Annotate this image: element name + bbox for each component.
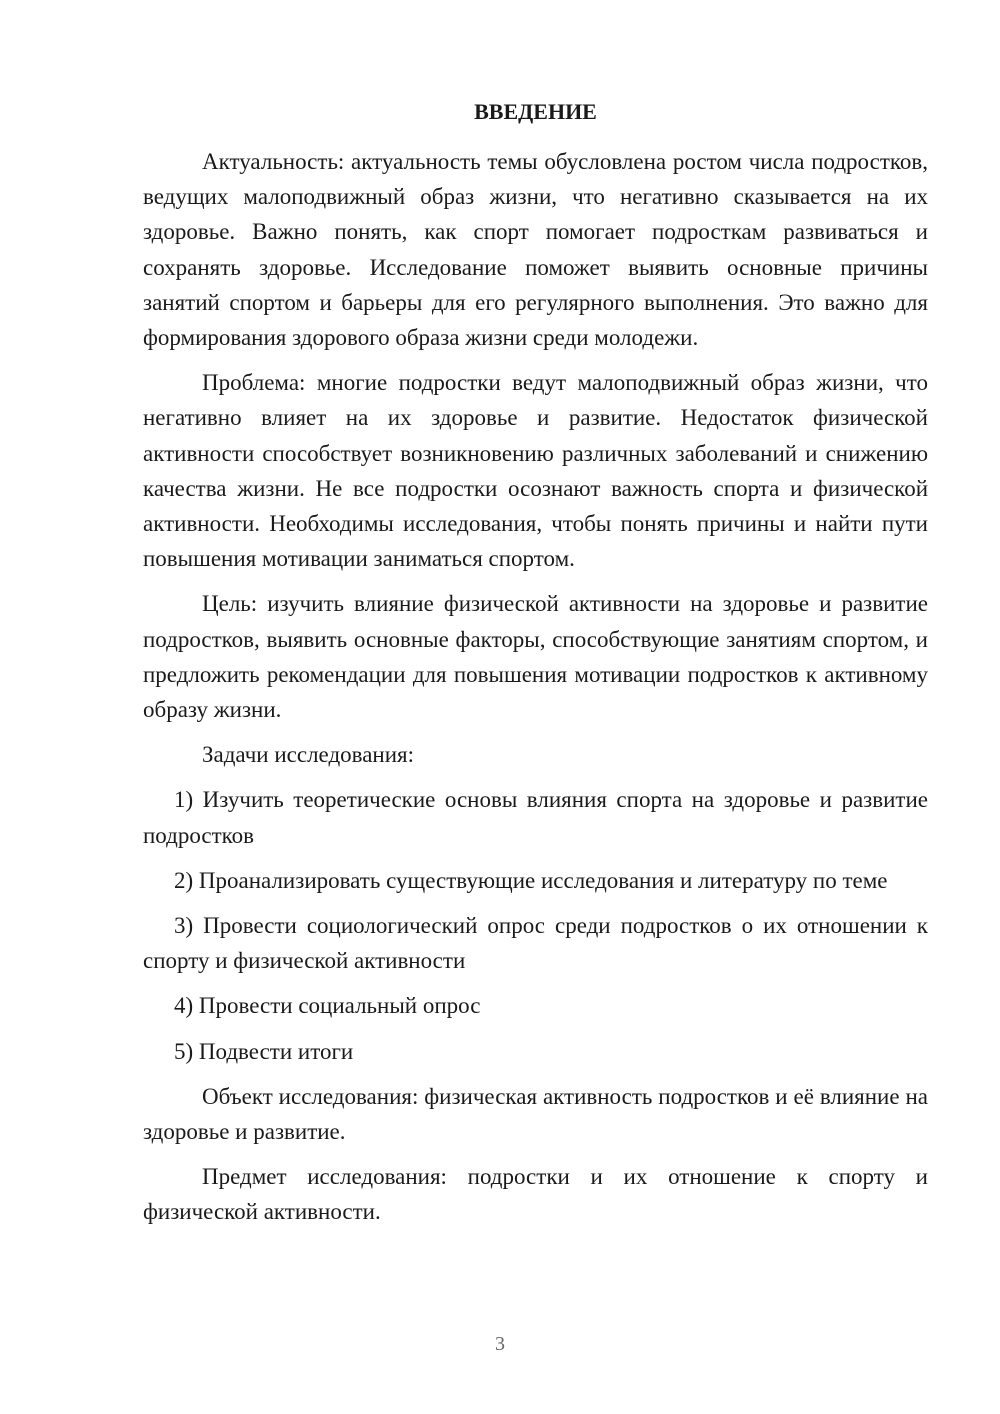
paragraph-subject: Предмет исследования: подростки и их отношение к спорту и физической активности. (143, 1164, 928, 1225)
task-item-1: 1) Изучить теоретические основы влияния спорта на здоровье и развитие подростков (143, 787, 928, 848)
task-item-4: 4) Провести социальный опрос (174, 993, 481, 1019)
task-item-5: 5) Подвести итоги (174, 1038, 354, 1064)
paragraph-problem: Проблема: многие подростки ведут малоподвижный образ жизни, что негативно влияет на их здоровье и развитие. Недостаток физической активности способствует возникновению различных заболеваний и снижению качества жизни. Не все подростки осознают важность спорта и физической активности. Необходимы исследования, чтобы понять причины и найти пути повышения мотивации заниматься спортом. (143, 370, 928, 572)
paragraph-goal: Цель: изучить влияние физической активности на здоровье и развитие подростков, выявить основные факторы, способствующие занятиям спортом, и предложить рекомендации для повышения мотивации подростков к активному образу жизни. (143, 591, 928, 723)
tasks-heading: Задачи исследования: (202, 742, 415, 768)
page-number: 3 (495, 1333, 505, 1355)
paragraph-relevance: Актуальность: актуальность темы обусловлена ростом числа подростков, ведущих малоподвижный образ жизни, что негативно сказывается на их здоровье. Важно понять, как спорт помогает подросткам развиваться и сохранять здоровье. Исследование поможет выявить основные причины занятий спортом и барьеры для его регулярного выполнения. Это важно для формирования здорового образа жизни среди молодежи. (143, 149, 928, 351)
task-item-3: 3) Провести социологический опрос среди подростков о их отношении к спорту и физической активности (143, 913, 928, 974)
section-title: ВВЕДЕНИЕ (474, 99, 597, 124)
paragraph-object: Объект исследования: физическая активность подростков и её влияние на здоровье и развитие. (143, 1083, 928, 1145)
page-content (143, 94, 928, 1240)
task-item-2: 2) Проанализировать существующие исследования и литературу по теме (174, 867, 888, 893)
